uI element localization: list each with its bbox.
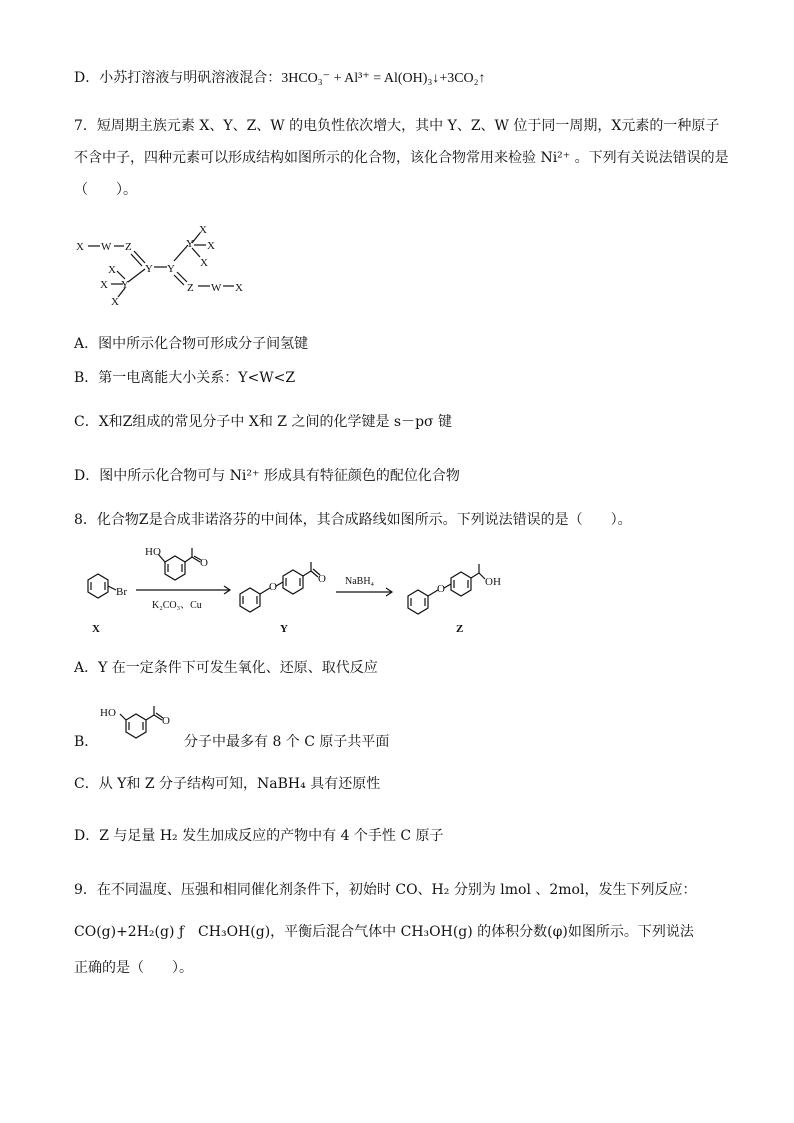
q7-atom-y: Y — [121, 279, 129, 291]
q7-atom-x: X — [207, 240, 215, 252]
q8-condition-2: NaBH₄ — [345, 576, 375, 587]
q8-label-br: Br — [116, 586, 127, 598]
q8-option-b-o: O — [162, 715, 170, 727]
q8-condition-1: K₂CO₃、Cu — [152, 600, 202, 611]
q8-option-c: C．从 Y和 Z 分子结构可知，NaBH₄ 具有还原性 — [74, 776, 381, 792]
q7-atom-z: Z — [125, 241, 132, 253]
q9-stem-line2: CO(g)+2H₂(g) ƒ CH₃OH(g)，平衡后混合气体中 CH₃OH(g) 的体积分数(φ)如图所示。下列说法 — [74, 924, 694, 940]
q7-atom-x: X — [199, 224, 207, 236]
q7-atom-w: W — [211, 282, 222, 294]
q8-reagent-ho: HO — [145, 546, 161, 558]
q6-option-d-prefix: D．小苏打溶液与明矾溶液混合： — [74, 70, 282, 86]
q7-atom-x: X — [76, 241, 84, 253]
q6-option-d — [74, 68, 486, 89]
q7-stem-line1: 7．短周期主族元素 X、Y、Z、W 的电负性依次增大，其中 Y、Z、W 位于同一周期，X元素的一种原子 — [74, 118, 720, 134]
q8-y-ether-o: O — [269, 581, 277, 593]
q9-stem-line1: 9．在不同温度、压强和相同催化剂条件下，初始时 CO、H₂ 分别为 lmol 、2mol，发生下列反应： — [74, 882, 697, 898]
q8-label-y: Y — [280, 623, 288, 635]
q7-atom-y: Y — [145, 263, 153, 275]
q8-option-b-ho: HO — [100, 707, 116, 719]
q6-option-d-equation: 3HCO₃⁻ + Al³⁺ = Al(OH)₃↓+3CO₂↑ — [281, 71, 486, 86]
q8-option-b — [74, 732, 98, 752]
q7-stem-line2: 不含中子，四种元素可以形成结构如图所示的化合物，该化合物常用来检验 Ni²⁺ 。下列有关说法错误的是 — [74, 150, 729, 166]
q7-option-d: D．图中所示化合物可与 Ni²⁺ 形成具有特征颜色的配位化合物 — [74, 468, 460, 484]
q8-option-d: D．Z 与足量 H₂ 发生加成反应的产物中有 4 个手性 C 原子 — [74, 828, 444, 844]
q7-atom-x: X — [100, 279, 108, 291]
q7-atom-x: X — [200, 257, 208, 269]
q8-label-x: X — [92, 623, 100, 635]
q8-stem: 8．化合物Z是合成非诺洛芬的中间体，其合成路线如图所示。下列说法错误的是（ ）。 — [74, 512, 632, 528]
q8-option-b-text: 分子中最多有 8 个 C 原子共平面 — [184, 734, 390, 750]
q8-synthesis-scheme — [70, 542, 530, 637]
q7-option-b: B．第一电离能大小关系：Y<W<Z — [74, 370, 296, 386]
q7-option-a: A．图中所示化合物可形成分子间氢键 — [74, 336, 309, 352]
q8-option-b-prefix: B． — [74, 734, 99, 750]
q7-structure-diagram — [70, 215, 270, 320]
q8-reagent-o: O — [200, 557, 208, 569]
q8-option-b-structure — [96, 700, 186, 750]
q7-atom-z: Z — [187, 282, 194, 294]
q8-z-ether-o: O — [437, 583, 445, 595]
q7-stem-line3: （ ）。 — [74, 182, 137, 198]
q9-stem-line3: 正确的是（ ）。 — [74, 960, 193, 976]
q7-atom-x: X — [108, 264, 116, 276]
q7-atom-y: Y — [167, 263, 175, 275]
q8-option-a: A．Y 在一定条件下可发生氧化、还原、取代反应 — [74, 660, 378, 676]
q7-option-c: C．X和Z组成的常见分子中 X和 Z 之间的化学键是 s－pσ 键 — [74, 414, 453, 430]
q7-atom-x: X — [235, 282, 243, 294]
q8-y-ketone-o: O — [318, 573, 326, 585]
q7-atom-y: Y — [186, 238, 194, 250]
q8-z-oh: OH — [485, 576, 501, 588]
q8-label-z: Z — [456, 623, 464, 635]
q7-atom-x: X — [111, 296, 119, 308]
q7-atom-w: W — [101, 241, 112, 253]
